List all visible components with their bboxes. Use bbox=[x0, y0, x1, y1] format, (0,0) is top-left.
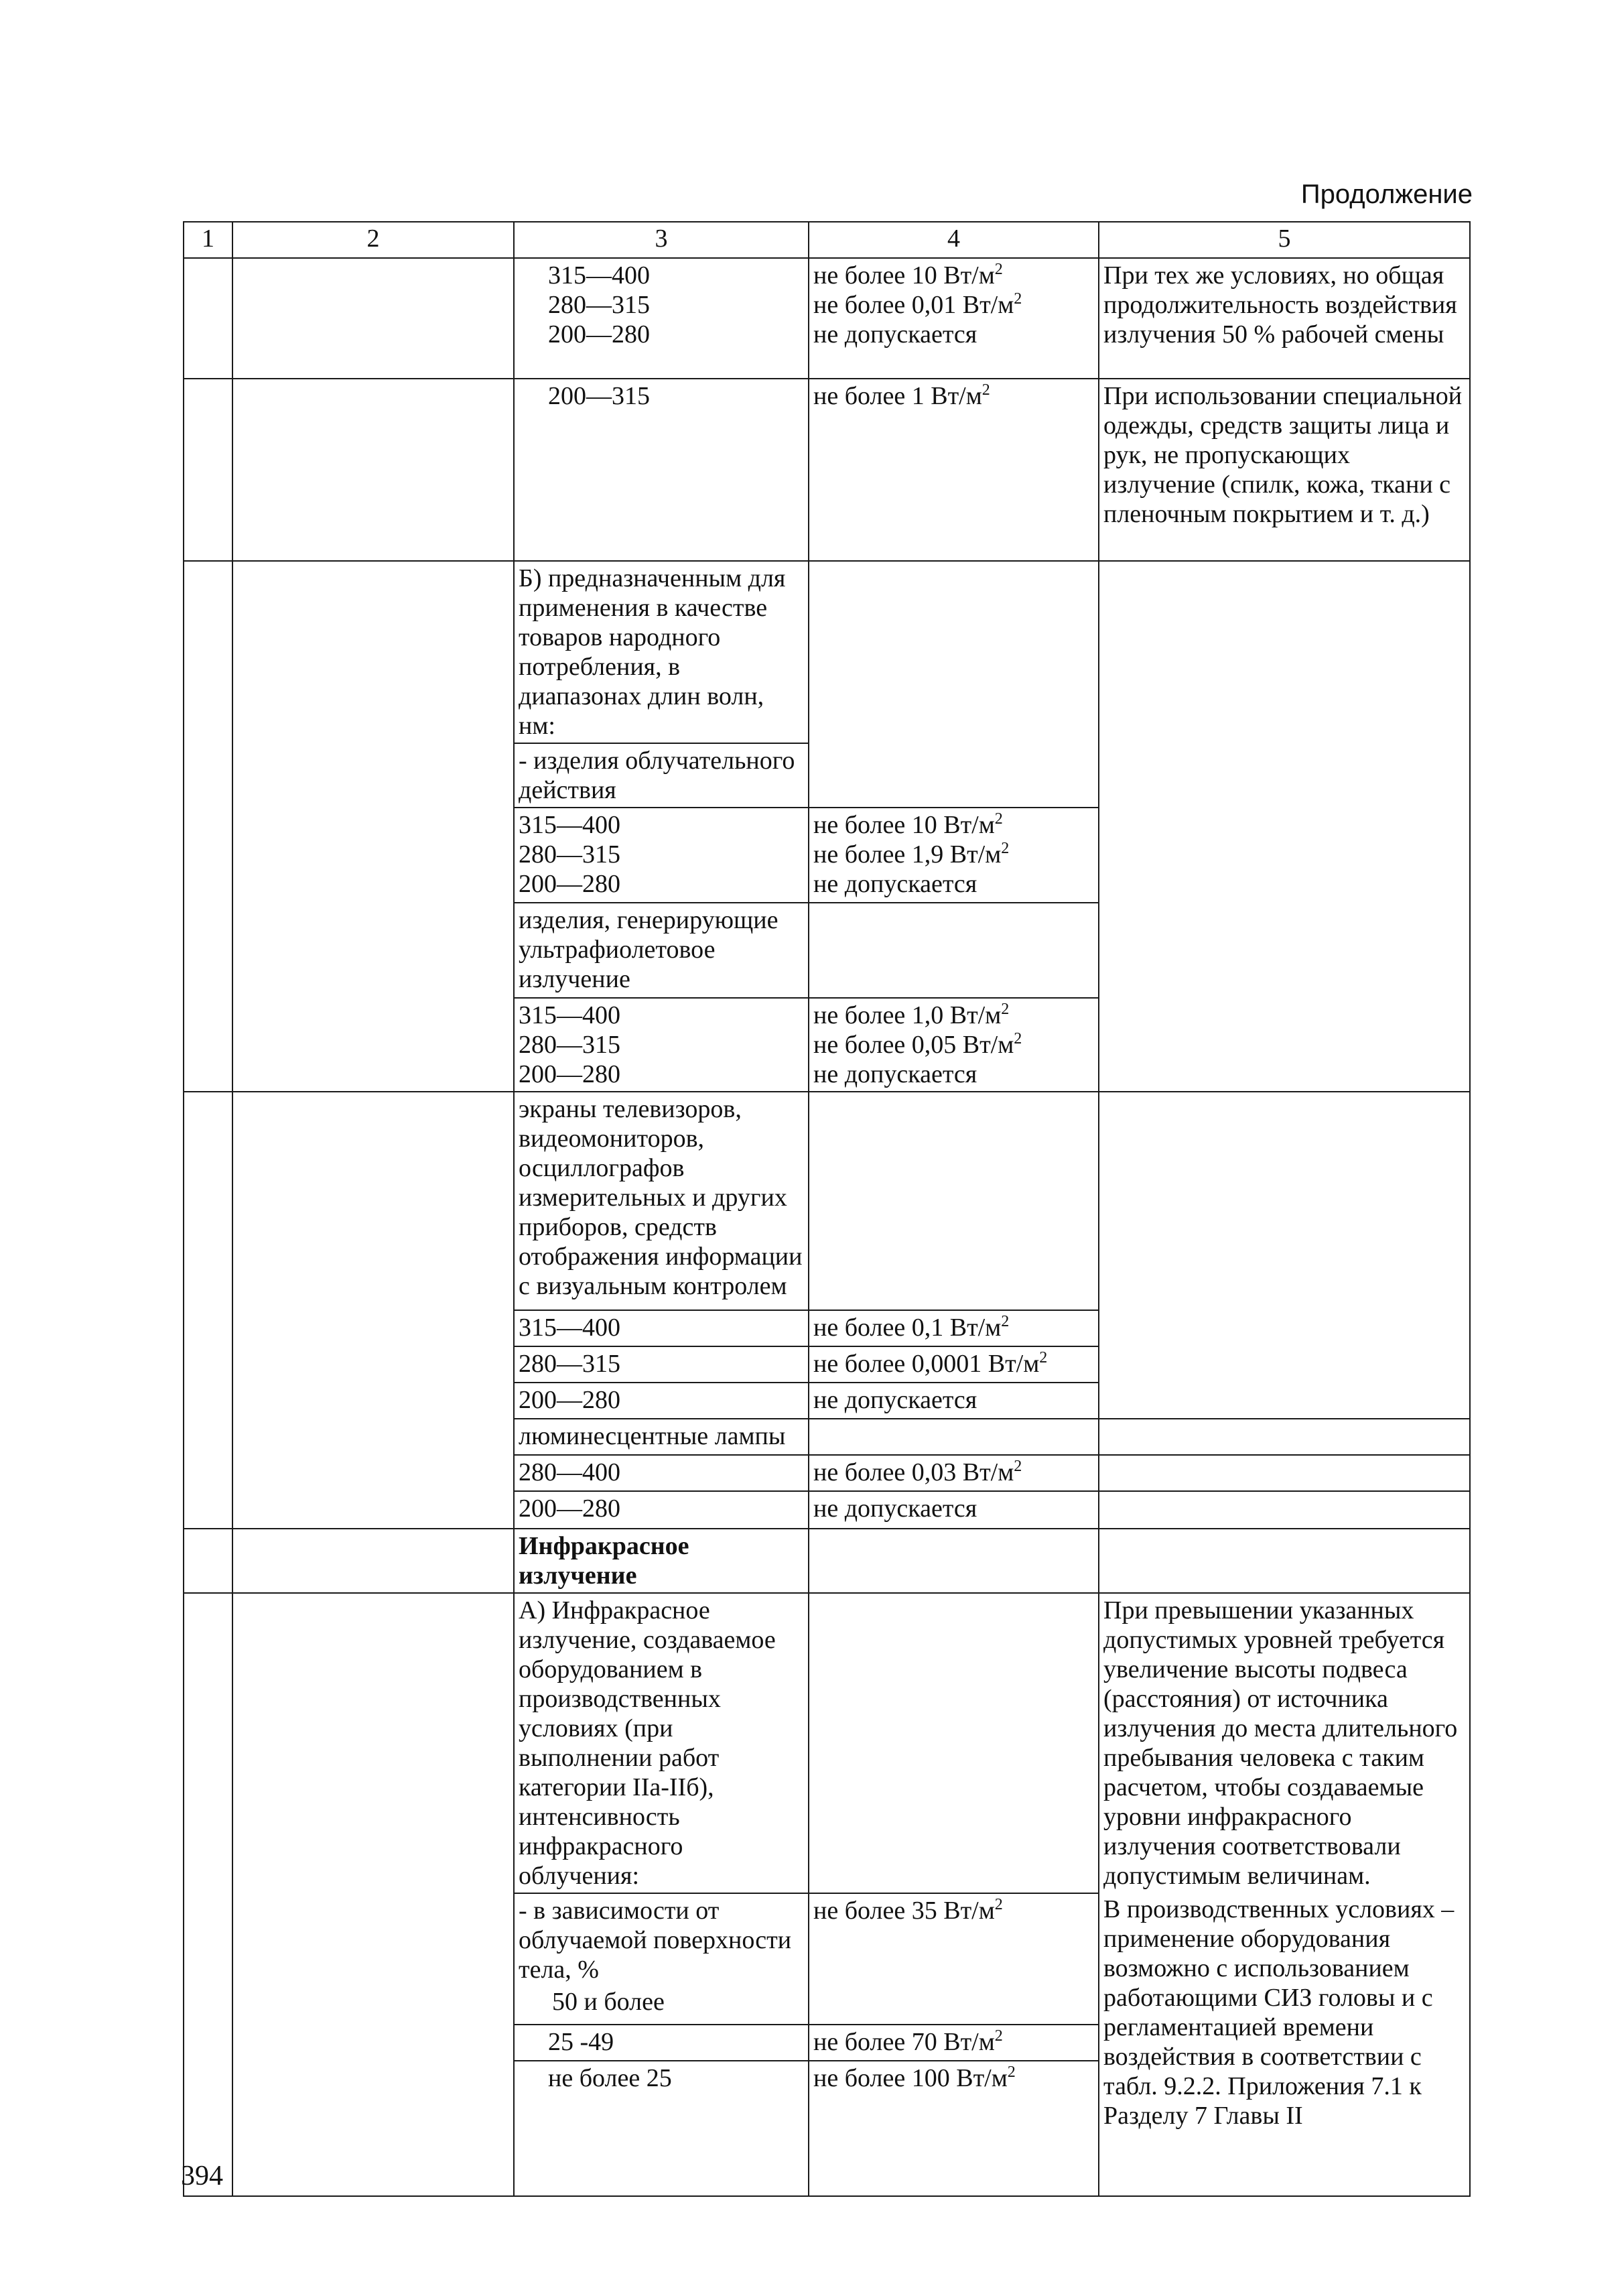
col2-cell bbox=[232, 379, 514, 561]
header-col-2: 2 bbox=[232, 222, 514, 258]
body-surface-cell: - в зависимости от облучаемой поверхности тела, % 50 и более bbox=[514, 1893, 809, 2025]
product-type-cell: изделия, генерирующие ультрафиолетовое излучение bbox=[514, 903, 809, 998]
condition-cell: При превышении указанных допустимых уровней требуется увеличение высоты подвеса (расстояния) от источника излучения до места длительного пребывания человека с таким расчетом, чтобы создаваемые уровни инфракрасного излучения соответствовали допустимым величинам. В производственных условиях – применение оборудования возможно с использованием работающими СИЗ головы и с регламентацией времени воздействия в соответствии с табл. 9.2.2. Приложения 7.1 к Разделу 7 Главы II bbox=[1099, 1593, 1470, 2196]
limit-cell: не более 100 $Вт/м^2$ bbox=[809, 2061, 1099, 2196]
limit-cell bbox=[809, 1529, 1099, 1593]
section-title-cell: Инфракрасное излучение bbox=[514, 1529, 809, 1593]
wavelength-cell: 315—400 280—315 200—280 bbox=[514, 808, 809, 903]
limit-cell bbox=[809, 1419, 1099, 1455]
limit-cell bbox=[809, 903, 1099, 998]
wavelength-cell: 200—315 bbox=[514, 379, 809, 561]
table-row bbox=[184, 1529, 1470, 1593]
col1-cell bbox=[184, 1092, 232, 1529]
wavelength-cell: 280—400 bbox=[514, 1455, 809, 1491]
product-type-cell: экраны телевизоров, видеомониторов, осциллографов измерительных и других приборов, средств отображения информации с визуальным контролем bbox=[514, 1092, 809, 1310]
limit-cell: не более 0,1 $Вт/м^2$ bbox=[809, 1310, 1099, 1346]
limit-cell: не более 70 $Вт/м^2$ bbox=[809, 2025, 1099, 2061]
limit-cell: не допускается bbox=[809, 1491, 1099, 1529]
col2-cell bbox=[232, 1529, 514, 1593]
table-row bbox=[184, 379, 1470, 561]
limit-cell: не более 1,0 $Вт/м^2$ не более 0,05 $Вт/м^2$ не допускается bbox=[809, 998, 1099, 1092]
condition-cell bbox=[1099, 561, 1470, 1092]
wavelength-cell: 200—280 bbox=[514, 1491, 809, 1529]
col2-cell bbox=[232, 258, 514, 379]
limit-cell: не более 0,03 $Вт/м^2$ bbox=[809, 1455, 1099, 1491]
condition-cell bbox=[1099, 1491, 1470, 1529]
limit-cell bbox=[809, 561, 1099, 808]
limit-cell bbox=[809, 1593, 1099, 1893]
condition-cell bbox=[1099, 1419, 1470, 1455]
col2-cell bbox=[232, 561, 514, 1092]
header-col-4: 4 bbox=[809, 222, 1099, 258]
condition-cell bbox=[1099, 1092, 1470, 1419]
col1-cell bbox=[184, 561, 232, 1092]
limit-cell: не допускается bbox=[809, 1383, 1099, 1419]
table-header-row bbox=[184, 222, 1470, 258]
wavelength-cell: 315—400 280—315 200—280 bbox=[514, 998, 809, 1092]
product-category-cell: Б) предназначенным для применения в качестве товаров народного потребления, в диапазонах длин волн, нм: bbox=[514, 561, 809, 743]
condition-cell: При использовании специальной одежды, средств защиты лица и рук, не пропускающих излучение (спилк, кожа, ткани с пленочным покрытием и т. д.) bbox=[1099, 379, 1470, 561]
wavelength-cell: 280—315 bbox=[514, 1346, 809, 1383]
table-row bbox=[184, 258, 1470, 379]
col1-cell bbox=[184, 379, 232, 561]
limit-cell: не более 10 $Вт/м^2$ не более 0,01 $Вт/м^2$ не допускается bbox=[809, 258, 1099, 379]
header-col-5: 5 bbox=[1099, 222, 1470, 258]
limit-cell: не более 0,0001 $Вт/м^2$ bbox=[809, 1346, 1099, 1383]
limit-cell: не более 1 $Вт/м^2$ bbox=[809, 379, 1099, 561]
wavelength-cell: 200—280 bbox=[514, 1383, 809, 1419]
body-surface-cell: не более 25 bbox=[514, 2061, 809, 2196]
limit-cell bbox=[809, 1092, 1099, 1310]
limit-cell: не более 10 $Вт/м^2$ не более 1,9 $Вт/м^2$ не допускается bbox=[809, 808, 1099, 903]
infrared-source-cell: А) Инфракрасное излучение, создаваемое оборудованием в производственных условиях (при выполнении работ категории IIа-IIб), интенсивность инфракрасного облучения: bbox=[514, 1593, 809, 1893]
regulation-table bbox=[183, 221, 1471, 2197]
table-row bbox=[184, 1092, 1470, 1310]
product-type-cell: люминесцентные лампы bbox=[514, 1419, 809, 1455]
page-number: 394 bbox=[181, 2161, 223, 2191]
continuation-label: Продолжение bbox=[1300, 180, 1473, 209]
header-col-1: 1 bbox=[184, 222, 232, 258]
col1-cell bbox=[184, 1529, 232, 1593]
table-row bbox=[184, 561, 1470, 743]
col1-cell bbox=[184, 258, 232, 379]
condition-cell: При тех же условиях, но общая продолжительность воздействия излучения 50 % рабочей смены bbox=[1099, 258, 1470, 379]
limit-cell: не более 35 $Вт/м^2$ bbox=[809, 1893, 1099, 2025]
wavelength-cell: 315—400 bbox=[514, 1310, 809, 1346]
condition-cell bbox=[1099, 1529, 1470, 1593]
wavelength-cell: 315—400 280—315 200—280 bbox=[514, 258, 809, 379]
body-surface-cell: 25 -49 bbox=[514, 2025, 809, 2061]
product-type-cell: - изделия облучательного действия bbox=[514, 743, 809, 808]
col1-cell bbox=[184, 1593, 232, 2196]
table-row bbox=[184, 1593, 1470, 1893]
col2-cell bbox=[232, 1092, 514, 1529]
col2-cell bbox=[232, 1593, 514, 2196]
header-col-3: 3 bbox=[514, 222, 809, 258]
condition-cell bbox=[1099, 1455, 1470, 1491]
